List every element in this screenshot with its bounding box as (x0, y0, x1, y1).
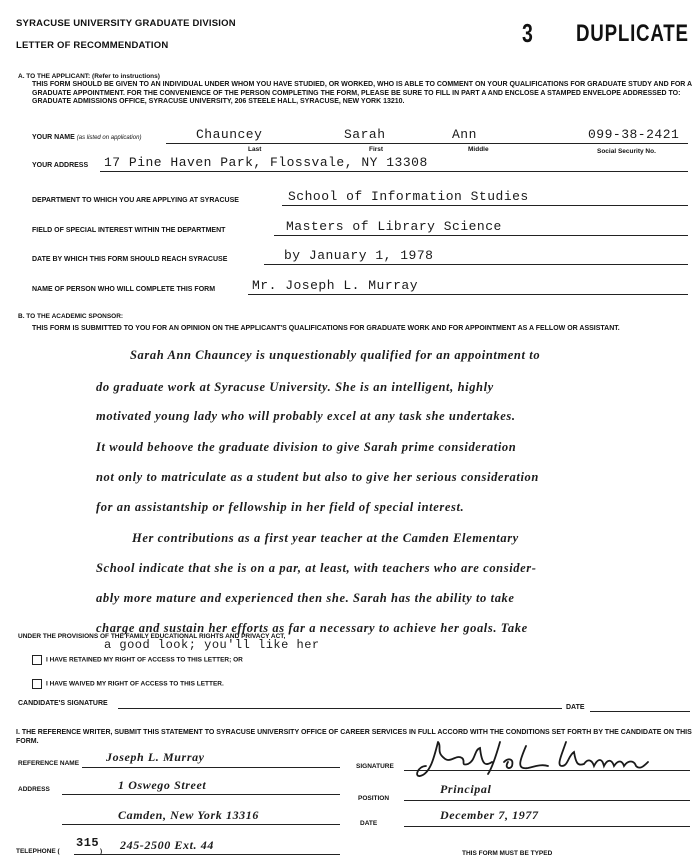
first-caption: First (369, 146, 384, 153)
last-caption: Last (248, 146, 262, 153)
ssn-caption: Social Security No. (597, 148, 656, 155)
date-label: DATE BY WHICH THIS FORM SHOULD REACH SYRACUSE (32, 256, 228, 263)
reference-address-label: ADDRESS (18, 786, 50, 793)
reference-name-value[interactable]: Joseph L. Murray (106, 750, 205, 764)
waived-checkbox[interactable] (32, 679, 42, 689)
address-label: YOUR ADDRESS (32, 162, 89, 169)
reference-address-line2[interactable]: Camden, New York 13316 (118, 808, 259, 822)
date-underline (264, 264, 688, 265)
typed-note: THIS FORM MUST BE TYPED (462, 850, 553, 857)
reference-name-underline (82, 767, 340, 768)
middle-name-value[interactable]: Ann (452, 127, 477, 142)
candidate-signature-line[interactable] (118, 708, 562, 709)
department-underline (282, 205, 688, 206)
reference-date-label: DATE (360, 820, 378, 827)
letter-line: motivated young lady who will probably excel at any task she undertakes. (96, 409, 516, 423)
retained-option[interactable] (32, 655, 243, 665)
first-name-value[interactable]: Sarah (344, 127, 386, 142)
telephone-label: TELEPHONE ( (16, 848, 60, 855)
reference-date-value[interactable]: December 7, 1977 (440, 808, 539, 822)
ssn-value[interactable]: 099-38-2421 (588, 127, 680, 142)
letter-line: do graduate work at Syracuse University. She is an intelligent, highly (96, 380, 494, 394)
section-b-heading: B. TO THE ACADEMIC SPONSOR: (18, 313, 124, 320)
section-b-instructions: THIS FORM IS SUBMITTED TO YOU FOR AN OPINION ON THE APPLICANT'S QUALIFICATIONS FOR GRADUATE WORK AND FOR APPOINTMENT AS A FELLOW OR ASSISTANT. (32, 325, 620, 332)
field-underline (274, 235, 688, 236)
candidate-date-line[interactable] (590, 711, 690, 712)
candidate-signature-label: CANDIDATE'S SIGNATURE (18, 700, 108, 707)
field-label: FIELD OF SPECIAL INTEREST WITHIN THE DEPARTMENT (32, 227, 226, 234)
telephone-area-code[interactable]: 315 (76, 836, 100, 850)
name-label-text: YOUR NAME (32, 134, 75, 141)
signature-label: SIGNATURE (356, 763, 394, 770)
reference-address-underline-2 (62, 824, 340, 825)
last-name-value[interactable]: Chauncey (196, 127, 263, 142)
section-a-instructions: THIS FORM SHOULD BE GIVEN TO AN INDIVIDUAL UNDER WHOM YOU HAVE STUDIED, OR WORKED, WHO IS ABLE TO COMMENT ON YOUR QUALIFICATIONS FOR GRADUATE STUDY AND FOR A GRADUATE APPOINTMENT. FOR THE CONVENIENCE OF THE PERSON COMPLETING THE FORM, PLEASE BE SURE TO FILL IN PART A AND ENCLOSE A STAMPED ENVELOPE ADDRESSED TO: GRADUATE ADMISSIONS OFFICE, SYRACUSE UNIVERSITY, 206 STEELE HALL, SYRACUSE, NEW YORK 13210. (32, 81, 692, 106)
waived-option[interactable] (32, 679, 224, 689)
telephone-close-paren: ) (100, 848, 103, 855)
letter-line: ably more mature and experienced then she. Sarah has the ability to take (96, 591, 515, 605)
address-underline (100, 171, 688, 172)
position-underline (404, 800, 690, 801)
privacy-statement: UNDER THE PROVISIONS OF THE FAMILY EDUCATIONAL RIGHTS AND PRIVACY ACT, (18, 633, 286, 640)
section-a-heading: A. TO THE APPLICANT: (Refer to instructions) (18, 73, 160, 80)
letter-line: It would behoove the graduate division to give Sarah prime consideration (96, 440, 517, 454)
position-value[interactable]: Principal (440, 782, 492, 796)
letter-line: not only to matriculate as a student but also to give her serious consideration (96, 470, 539, 484)
form-title: LETTER OF RECOMMENDATION (16, 40, 169, 51)
retained-label: I HAVE RETAINED MY RIGHT OF ACCESS TO THIS LETTER; OR (46, 656, 243, 664)
letter-line-closing: a good look; you'll like her (104, 638, 320, 652)
address-value[interactable]: 17 Pine Haven Park, Flossvale, NY 13308 (104, 155, 428, 170)
letter-line: Sarah Ann Chauncey is unquestionably qualified for an appointment to (130, 348, 541, 362)
name-note: (as listed on application) (76, 135, 142, 141)
completer-value[interactable]: Mr. Joseph L. Murray (252, 278, 419, 293)
telephone-underline (74, 854, 340, 855)
letter-line: charge and sustain her efforts as far a necessary to achieve her goals. Take (96, 621, 528, 635)
name-label (32, 134, 141, 141)
reference-date-underline (404, 826, 690, 827)
university-division-heading: SYRACUSE UNIVERSITY GRADUATE DIVISION (16, 18, 236, 29)
retained-checkbox[interactable] (32, 655, 42, 665)
department-label: DEPARTMENT TO WHICH YOU ARE APPLYING AT SYRACUSE (32, 197, 239, 204)
completer-label: NAME OF PERSON WHO WILL COMPLETE THIS FORM (32, 286, 216, 293)
waived-label: I HAVE WAIVED MY RIGHT OF ACCESS TO THIS LETTER. (46, 680, 224, 688)
completer-underline (248, 294, 688, 295)
copy-number: 3 (522, 18, 533, 48)
reference-address-line1[interactable]: 1 Oswego Street (118, 778, 207, 792)
section-c-instructions: I. THE REFERENCE WRITER, SUBMIT THIS STATEMENT TO SYRACUSE UNIVERSITY OFFICE OF CAREER SERVICES IN FULL ACCORD WITH THE CONDITIONS SET FORTH BY THE CANDIDATE ON THIS FORM. (16, 729, 692, 745)
letter-line: for an assistantship or fellowship in her field of special interest. (96, 500, 465, 514)
name-underline (166, 143, 688, 144)
position-label: POSITION (358, 795, 390, 802)
reference-address-underline-1 (62, 794, 340, 795)
reference-signature (416, 736, 656, 782)
duplicate-stamp: DUPLICATE (576, 20, 689, 47)
middle-caption: Middle (468, 146, 489, 153)
date-value[interactable]: by January 1, 1978 (284, 248, 434, 263)
candidate-date-label: DATE (566, 704, 585, 711)
letter-line: School indicate that she is on a par, at least, with teachers who are consider- (96, 561, 537, 575)
field-value[interactable]: Masters of Library Science (286, 219, 502, 234)
telephone-value[interactable]: 245-2500 Ext. 44 (120, 838, 214, 852)
reference-name-label: REFERENCE NAME (18, 760, 80, 767)
letter-line: Her contributions as a first year teacher at the Camden Elementary (132, 531, 519, 545)
department-value[interactable]: School of Information Studies (288, 189, 529, 204)
